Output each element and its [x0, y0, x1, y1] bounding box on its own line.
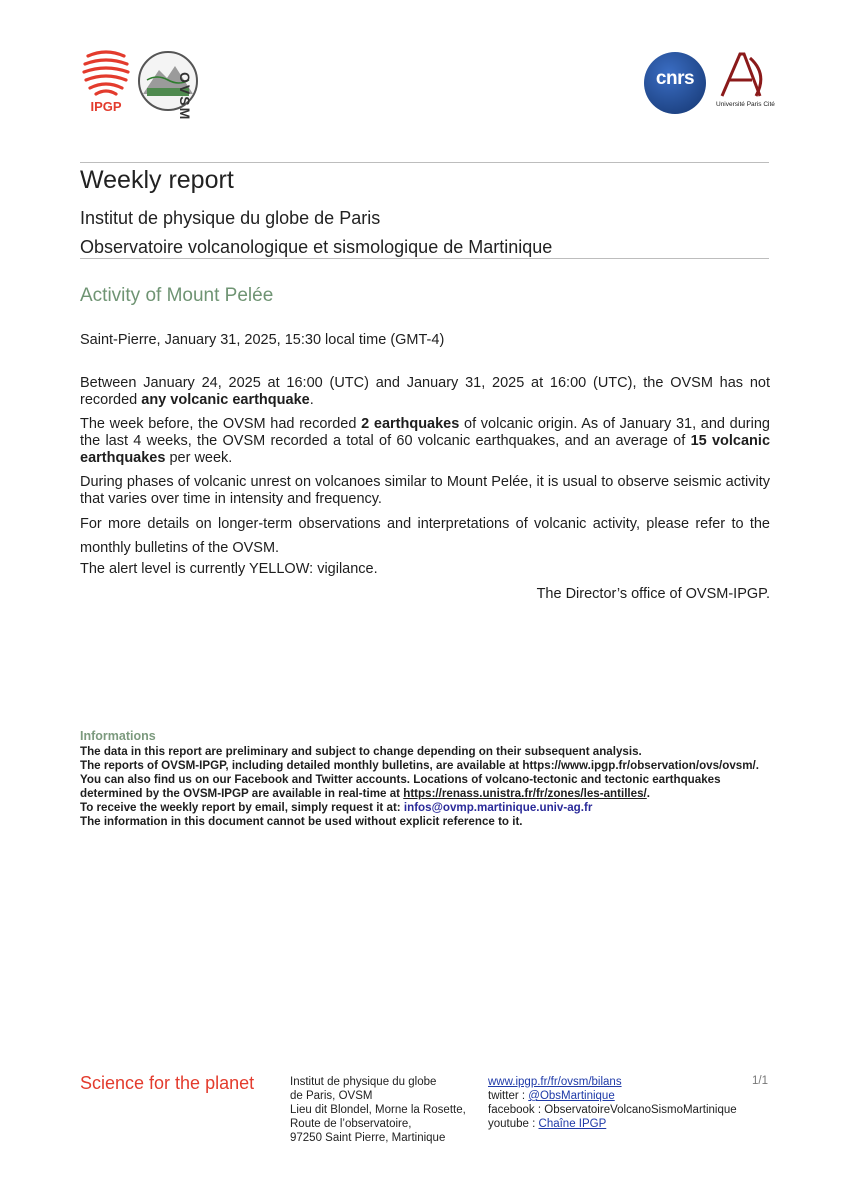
- page-number: 1/1: [752, 1075, 768, 1087]
- renass-link[interactable]: https://renass.unistra.fr/fr/zones/les-antilles/: [403, 787, 647, 800]
- facebook-text: facebook : ObservatoireVolcanoSismoMartinique: [488, 1104, 737, 1116]
- ovsm-logo-text: OVSM: [177, 72, 193, 122]
- observatory-name: Observatoire volcanologique et sismologique de Martinique: [80, 237, 553, 257]
- dateline: Saint-Pierre, January 31, 2025, 15:30 local time (GMT-4): [80, 332, 445, 348]
- paragraph-4: For more details on longer-term observations and interpretations of volcanic activity, please refer to the monthly bulletins of the OVSM.: [80, 516, 770, 556]
- contact-email[interactable]: infos@ovmp.martinique.univ-ag.fr: [403, 801, 593, 814]
- twitter-link[interactable]: @ObsMartinique: [528, 1090, 615, 1102]
- paragraph-3: During phases of volcanic unrest on volcanoes similar to Mount Pelée, it is usual to observe seismic activity that varies over time in intensity and frequency.: [80, 474, 770, 507]
- info-line-4: The information in this document cannot be used without explicit reference to it.: [80, 815, 523, 828]
- ipgp-logo-text: IPGP: [90, 99, 122, 114]
- section-title: Activity of Mount Pelée: [80, 285, 274, 306]
- weekly-average: 15 volcanic earthquakes: [80, 433, 771, 466]
- page-title: Weekly report: [80, 166, 234, 194]
- paragraph-2: The week before, the OVSM had recorded 2 earthquakes of volcanic origin. As of January 31, and during the last 4 weeks, the OVSM recorded a total of 60 volcanic earthquakes, and an average of 15 volcanic earthquakes per week.: [80, 416, 771, 466]
- footer-links: www.ipgp.fr/fr/ovsm/bilans twitter : @ObsMartinique facebook : ObservatoireVolcanoSismoMartinique youtube : Chaîne IPGP: [488, 1076, 737, 1130]
- info-line-3: To receive the weekly report by email, simply request it at: infos@ovmp.martinique.univ-ag.fr: [80, 801, 593, 814]
- cnrs-logo: [644, 52, 706, 114]
- info-line-1: The data in this report are preliminary and subject to change depending on their subsequent analysis.: [80, 745, 642, 758]
- info-line-2: The reports of OVSM-IPGP, including detailed monthly bulletins, are available at https://www.ipgp.fr/observation/ovs/ovsm/. You can also find us on our Facebook and Twitter accounts. Locations of volcano-tectonic and tectonic earthquakes determined by the OVSM-IPGP are available in real-time at https://renass.unistra.fr/fr/zones/les-antilles/.: [80, 759, 759, 800]
- youtube-link[interactable]: Chaîne IPGP: [538, 1118, 607, 1130]
- institution-name: Institut de physique du globe de Paris: [80, 208, 381, 228]
- informations-box: [80, 729, 780, 829]
- informations-heading: Informations: [80, 729, 156, 743]
- paragraph-1: Between January 24, 2025 at 16:00 (UTC) and January 31, 2025 at 16:00 (UTC), the OVSM has not recorded any volcanic earthquake.: [80, 375, 770, 408]
- website-link[interactable]: www.ipgp.fr/fr/ovsm/bilans: [488, 1076, 622, 1088]
- paragraph-5: The alert level is currently YELLOW: vigilance.: [80, 561, 378, 577]
- signature: The Director’s office of OVSM-IPGP.: [536, 586, 770, 602]
- cnrs-logo-text: cnrs: [655, 68, 695, 89]
- footer-address: Institut de physique du globe de Paris, OVSM Lieu dit Blondel, Morne la Rosette, Route de l’observatoire, 97250 Saint Pierre, Martinique: [290, 1076, 466, 1144]
- ipgp-emblem-icon: [80, 50, 132, 96]
- ipgp-logo: [80, 50, 132, 112]
- upc-emblem-icon: [716, 50, 772, 98]
- ovsm-logo: [137, 50, 219, 122]
- top-divider: [80, 162, 769, 163]
- footer-slogan: Science for the planet: [80, 1073, 255, 1093]
- previous-week-count: 2 earthquakes: [361, 416, 460, 432]
- universite-paris-cite-logo: [716, 50, 778, 112]
- title-divider: [80, 258, 769, 259]
- upc-logo-text: Université Paris Cité: [716, 101, 775, 108]
- report-body: [80, 375, 770, 603]
- no-earthquake-highlight: any volcanic earthquake: [141, 392, 310, 408]
